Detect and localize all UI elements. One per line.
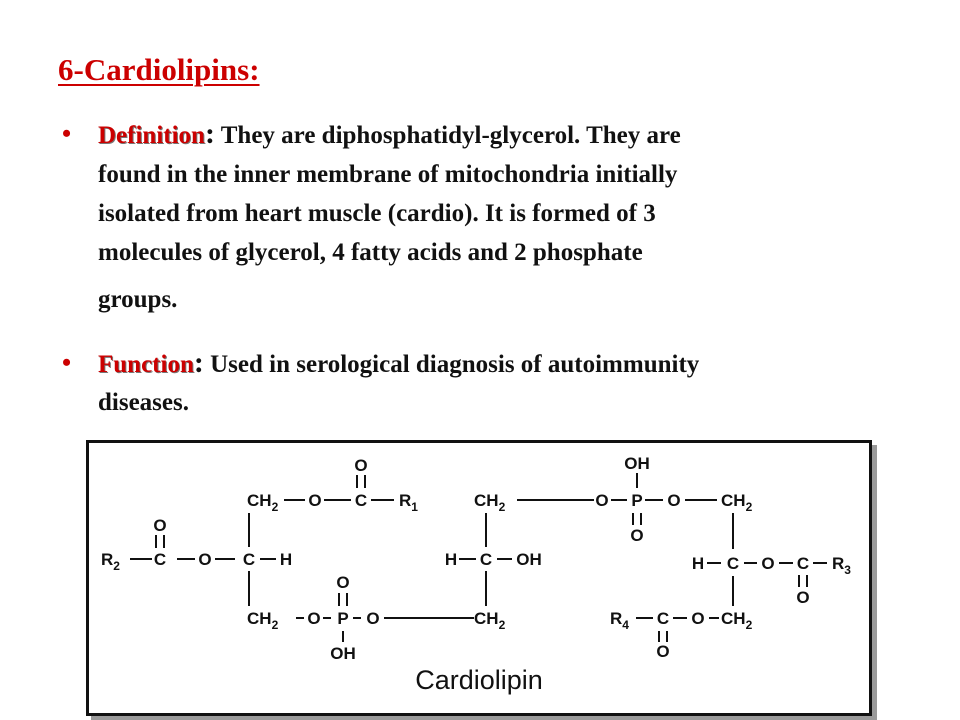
definition-line: found in the inner membrane of mitochondria initially bbox=[98, 161, 678, 188]
atom-label: C bbox=[242, 550, 256, 569]
atom-label: O bbox=[336, 573, 350, 592]
atom-label: C bbox=[479, 550, 493, 569]
atom-label: $CH_2$ bbox=[474, 609, 506, 632]
atom-label: $R_1$ bbox=[399, 491, 418, 514]
atom-label: C bbox=[656, 609, 670, 628]
slide-title: 6-Cardiolipins: bbox=[58, 52, 260, 87]
definition-term: Definition bbox=[98, 122, 205, 149]
function-bullet bbox=[62, 344, 882, 422]
atom-label: C bbox=[796, 554, 810, 573]
atom-label: O bbox=[366, 609, 380, 628]
atom-label: O bbox=[198, 550, 212, 569]
definition-line: isolated from heart muscle (cardio). It is formed of 3 bbox=[98, 200, 656, 227]
atom-label: $CH_2$ bbox=[721, 609, 753, 632]
atom-label: O bbox=[153, 516, 167, 535]
figure-caption: Cardiolipin bbox=[415, 665, 543, 695]
atom-label: O bbox=[796, 588, 810, 607]
bullet-dot: • bbox=[62, 348, 72, 377]
definition-line: molecules of glycerol, 4 fatty acids and 2 phosphate bbox=[98, 239, 643, 266]
function-line: diseases. bbox=[98, 389, 189, 416]
definition-bullet bbox=[62, 114, 882, 319]
atom-label: O bbox=[667, 491, 681, 510]
atom-label: C bbox=[726, 554, 740, 573]
atom-label: $CH_2$ bbox=[474, 491, 506, 514]
atom-label: O bbox=[595, 491, 609, 510]
atom-label: OH bbox=[624, 454, 650, 473]
cardiolipin-structure-figure bbox=[86, 440, 872, 716]
atom-label: O bbox=[761, 554, 775, 573]
atom-label: H bbox=[279, 550, 293, 569]
atom-label: O bbox=[307, 609, 321, 628]
bullet-dot: • bbox=[62, 119, 72, 148]
definition-text: They are diphosphatidyl-glycerol. They are bbox=[214, 122, 681, 149]
atom-label: $CH_2$ bbox=[721, 491, 753, 514]
atom-label: $CH_2$ bbox=[247, 491, 279, 514]
atom-label: P bbox=[337, 609, 349, 628]
atom-label: O bbox=[308, 491, 322, 510]
atom-label: OH bbox=[330, 644, 356, 663]
atom-label: $R_2$ bbox=[101, 550, 120, 573]
definition-line bbox=[62, 114, 882, 155]
atom-label: $CH_2$ bbox=[247, 609, 279, 632]
definition-colon: : bbox=[204, 117, 215, 150]
atom-label: O bbox=[691, 609, 705, 628]
definition-line: groups. bbox=[98, 286, 178, 313]
atom-label: C bbox=[354, 491, 368, 510]
atom-label: OH bbox=[516, 550, 542, 569]
function-text: Used in serological diagnosis of autoimmunity bbox=[203, 351, 700, 378]
atom-label: $R_4$ bbox=[610, 609, 629, 632]
function-term: Function bbox=[98, 351, 194, 378]
function-colon: : bbox=[193, 346, 204, 379]
function-line bbox=[62, 344, 882, 384]
atom-label: O bbox=[354, 456, 368, 475]
atom-label: H bbox=[691, 554, 705, 573]
atom-label: H bbox=[444, 550, 458, 569]
atom-label: O bbox=[656, 642, 670, 661]
atom-label: O bbox=[630, 526, 644, 545]
atom-label: $R_3$ bbox=[832, 554, 851, 577]
atom-label: C bbox=[153, 550, 167, 569]
atom-label: P bbox=[631, 491, 643, 510]
